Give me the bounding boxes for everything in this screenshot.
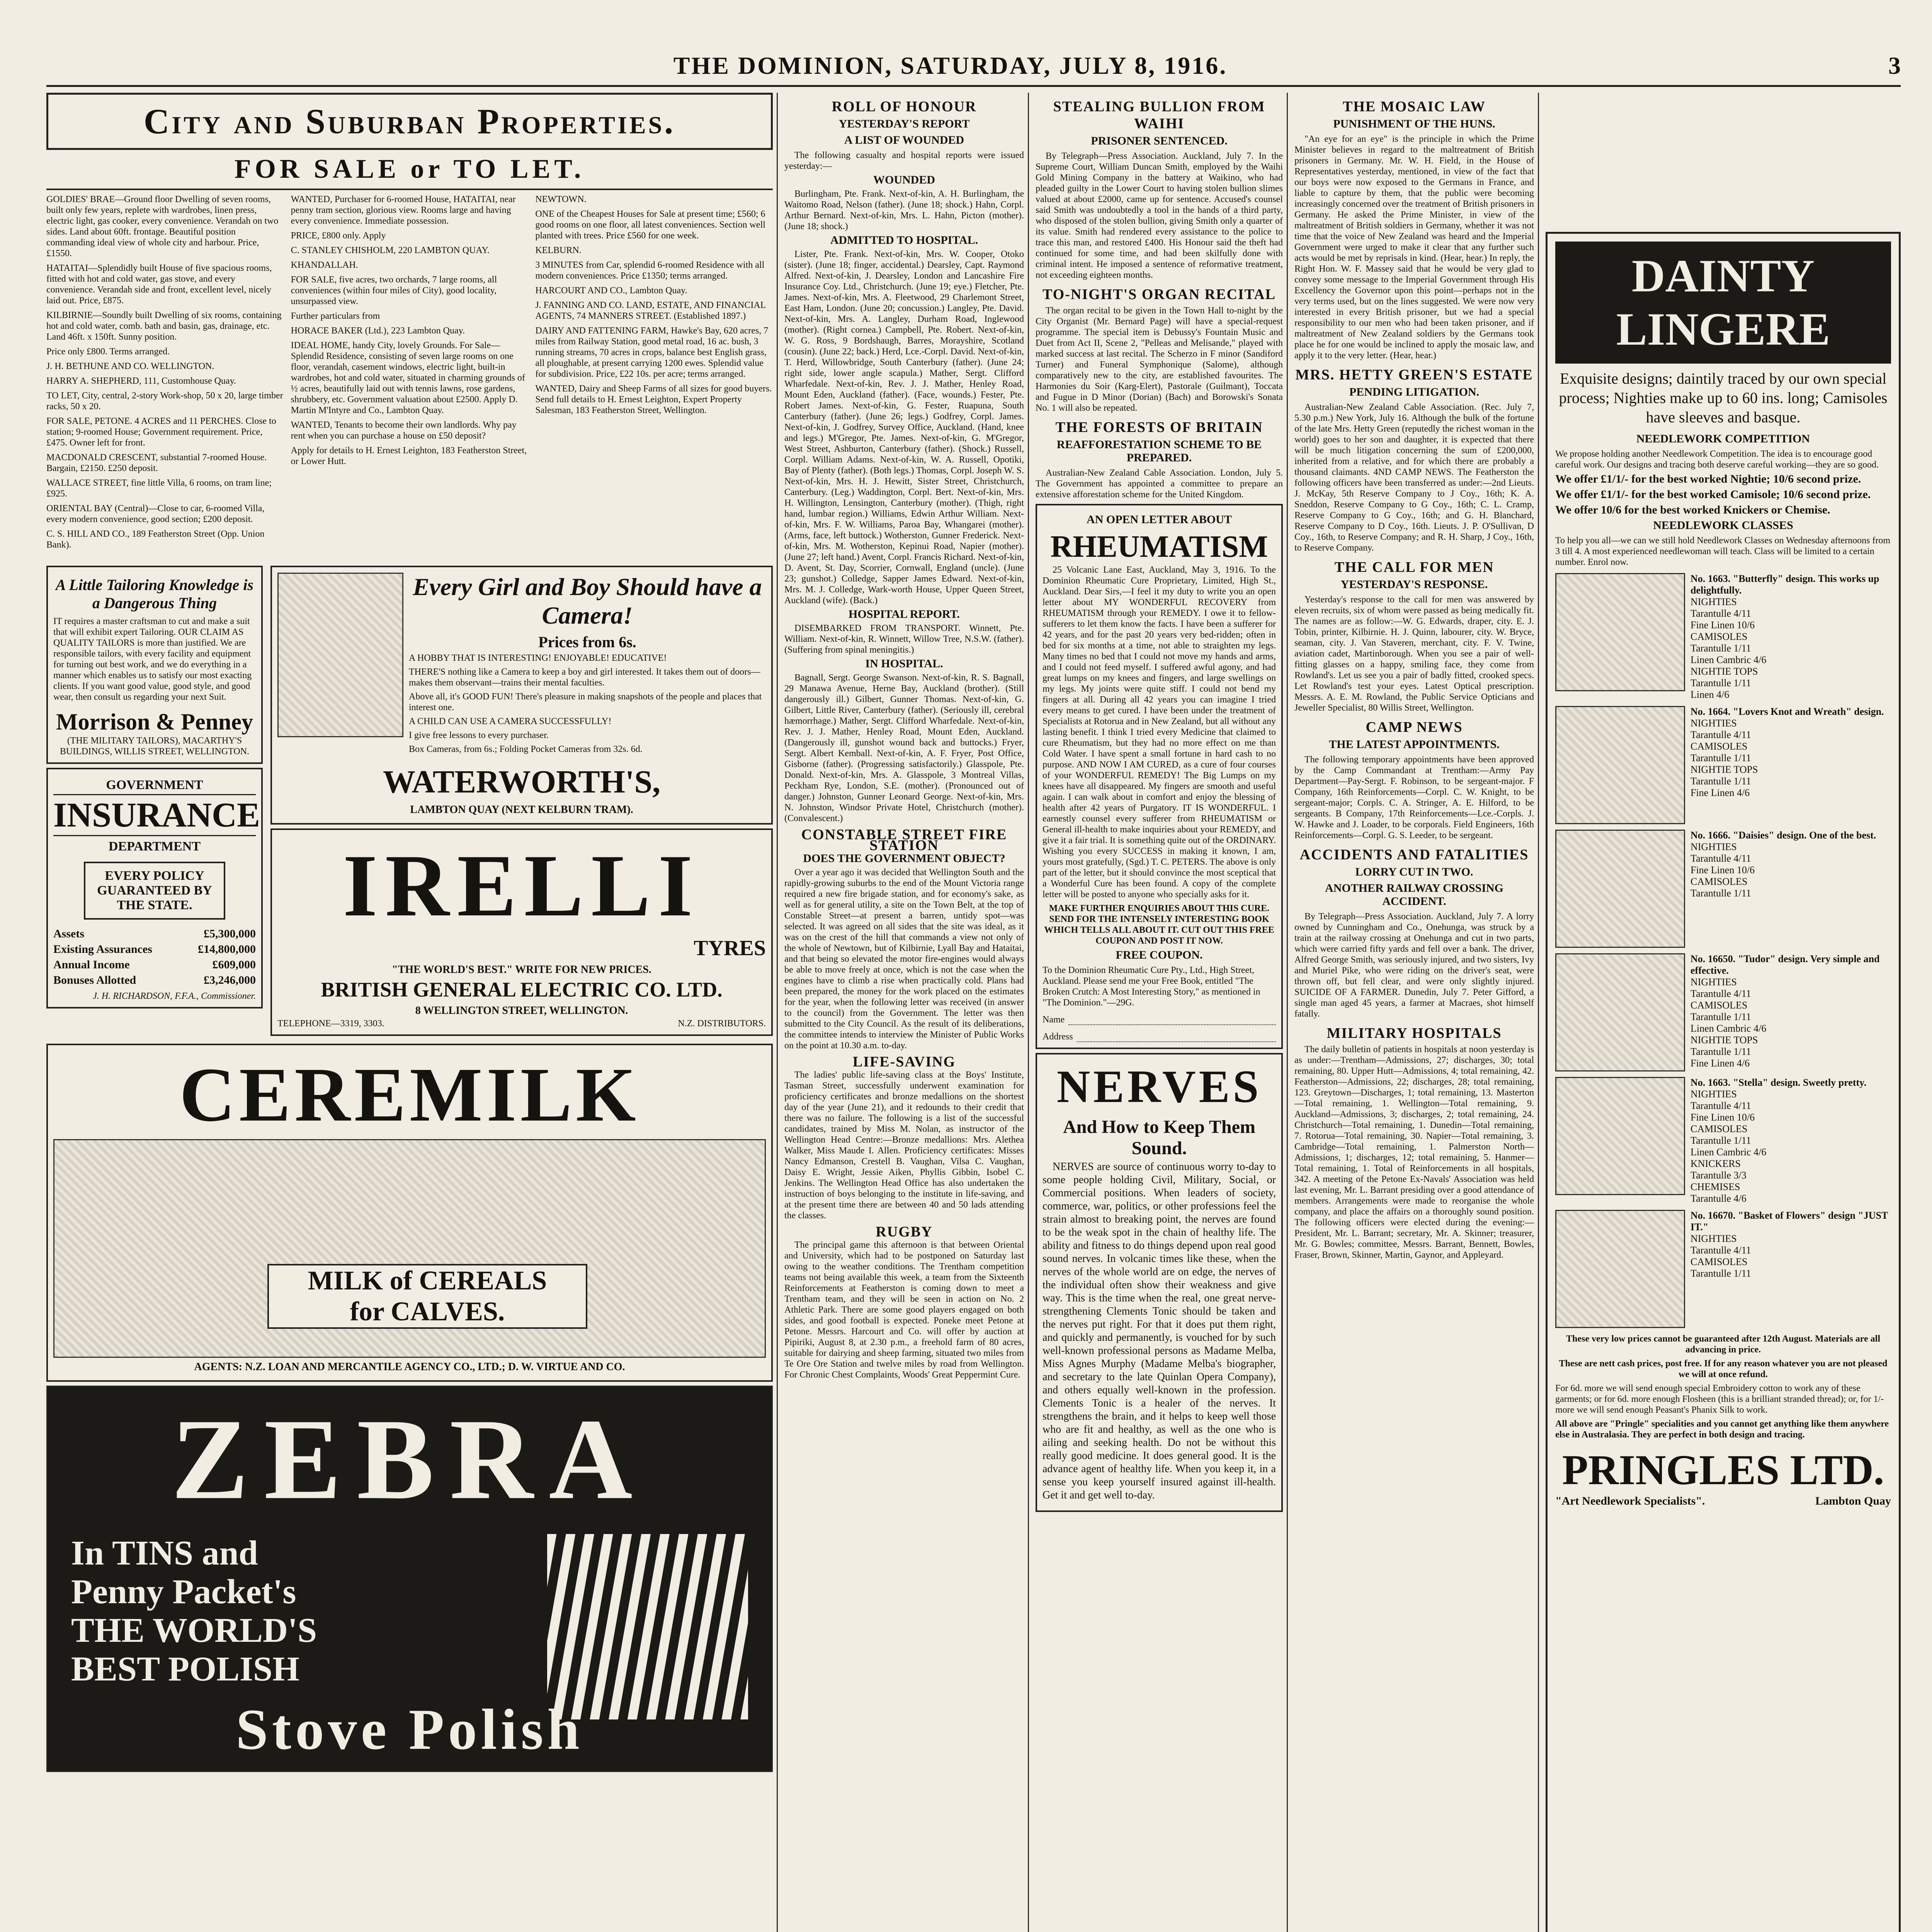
camera-price: Prices from 6s.	[538, 633, 636, 651]
pirelli-telephone: TELEPHONE—3319, 3303.	[277, 1019, 384, 1029]
insurance-signature: J. H. RICHARDSON, F.F.A., Commissioner.	[93, 991, 256, 1001]
forests-text: Australian-New Zealand Cable Association. London, July 5. The Government has appointed a committee to prepare an extensive afforestation scheme for the United Kingdom.	[1036, 468, 1283, 500]
roll-intro: The following casualty and hospital reports were issued yesterday:—	[784, 150, 1024, 171]
lingerie-item	[1555, 573, 1891, 701]
insurance-row-label: Annual Income	[53, 958, 130, 971]
lingerie-price-line: NIGHTIES	[1690, 596, 1737, 607]
property-listing: PRICE, £800 only. Apply	[291, 231, 386, 241]
lingerie-design-name: No. 1663. "Butterfly" design. This works up delightfully.	[1690, 573, 1879, 596]
coupon-address-row	[1043, 1031, 1276, 1042]
property-listing: HARRY A. SHEPHERD, 111, Customhouse Quay.	[46, 376, 236, 386]
roll-list-heading: A LIST OF WOUNDED	[844, 134, 964, 146]
lingerie-design-name: No. 1666. "Daisies" design. One of the best.	[1690, 830, 1876, 841]
pirelli-footer	[277, 1019, 766, 1029]
property-listing: KELBURN.	[535, 245, 582, 255]
coupon-name-row	[1043, 1014, 1276, 1025]
property-listing: KHANDALLAH.	[291, 260, 358, 270]
lingerie-price-line: Tarantulle 4/11	[1690, 853, 1751, 864]
lingerie-design-name: No. 1663. "Stella" design. Sweetly pretty.	[1690, 1077, 1867, 1088]
zebra-stove-polish: Stove Polish	[236, 1697, 583, 1762]
lingerie-price-line: Linen Cambric 4/6	[1690, 1146, 1767, 1158]
tailoring-firm: Morrison & Penney	[56, 709, 253, 735]
right-ad-stack	[270, 562, 773, 1040]
lingerie-price-line: Tarantulle 4/11	[1690, 608, 1751, 619]
camera-address: LAMBTON QUAY (NEXT KELBURN TRAM).	[410, 804, 633, 816]
pringles-note-4: All above are "Pringle" specialities and you cannot get anything like them anywhere else in Australasia. They are perfect in both design and tracing.	[1555, 1419, 1889, 1440]
lingerie-illustration	[1555, 1077, 1685, 1195]
camp-subheading: THE LATEST APPOINTMENTS.	[1329, 738, 1500, 751]
classes-text: To help you all—we can we still hold Needlework Classes on Wednesday afternoons from 3 till 4. A most experienced needlewoman will teach. Class will be limited to a certain number. Enrol now.	[1555, 536, 1891, 567]
accidents-heading: ACCIDENTS AND FATALITIES	[1299, 847, 1529, 863]
lingerie-price-line: NIGHTIES	[1690, 841, 1737, 852]
hospital-report-text: DISEMBARKED FROM TRANSPORT. Winnett, Pte. William. Next-of-kin, R. Winnett, Willow Tree, N.S.W. (father). (Suffering from spinal meningitis.)	[784, 623, 1024, 655]
pringles-firm-sub: "Art Needlework Specialists".	[1555, 1495, 1705, 1507]
pirelli-distributors: N.Z. DISTRIBUTORS.	[678, 1019, 766, 1029]
lingerie-price-line: Tarantulle 4/11	[1690, 729, 1751, 740]
news-column-4	[1294, 93, 1534, 1932]
pirelli-company: BRITISH GENERAL ELECTRIC CO. LTD.	[321, 978, 723, 1001]
zebra-line-4: BEST POLISH	[71, 1650, 300, 1688]
lingerie-price-line: Fine Linen 10/6	[1690, 1112, 1755, 1123]
camp-text: The following temporary appointments have been approved by the Camp Commandant at Trentham:—Army Pay Department—Pay-Sergt. F. Robinson, to be sergeant-major. F Company, 16th Reinforcements—Corpl. C. W. Knight, to be sergeant-major; Corpls. C. A. Stringer, A. E. Hilford, to be sergeants. B Company, 17th Reinforcements—Lce.-Corpls. J. W. Hawke and J. Loader, to be corporals. Field Engineers, 16th Reinforcements—Corpl. G. S. Leeder, to be sergeant.	[1294, 755, 1534, 840]
green-subheading: PENDING LITIGATION.	[1349, 386, 1480, 398]
property-listing: Price only £800. Terms arranged.	[46, 347, 170, 357]
accidents-subheading: LORRY CUT IN TWO.	[1355, 866, 1473, 878]
lingerie-illustration	[1555, 1210, 1685, 1328]
coupon-address-field[interactable]	[1077, 1031, 1276, 1042]
property-listing: TO LET, City, central, 2-story Work-shop, 50 x 20, large timber racks, 50 x 20.	[46, 391, 283, 412]
insurance-row-label: Assets	[53, 927, 84, 940]
insurance-policy: EVERY POLICY GUARANTEED BY THE STATE.	[84, 862, 226, 920]
wounded-text: Burlingham, Pte. Frank. Next-of-kin, A. H. Burlingham, the Waitomo Road, Nelson (father). (June 18; shock.) Hahn, Corpl. Arthur Bernard. Next-of-kin, Mrs. L. Hahn, Picton (mother). (June 18; shock.)	[784, 189, 1024, 231]
property-listing: FOR SALE, PETONE. 4 ACRES and 11 PERCHES. Close to station; 9-roomed House; Government requirement. Price, £475. Owner left for front.	[46, 416, 276, 448]
rheumatism-text: 25 Volcanic Lane East, Auckland, May 3, 1916. To the Dominion Rheumatic Cure Proprietary, Limited, High St., Auckland. Dear Sirs,—I feel it my duty to write you an open letter about MY WONDERFUL RECOVERY from RHEUMATISM through your REMEDY. I owe it to fellow-sufferers to let them know the facts. I have been a sufferer for 42 years, and for the past 20 years very bed-ridden; often in bed for six months at a time, not able to straighten my legs. Many times no bed that I could not move my hands and arms, and I could not feed myself. I suffered awful agony, and had great lumps on my knees and fingers, and large swellings on my legs. My joints were quite stiff. I could not bend my fingers at all. During all 42 years you can imagine I tried every means to get cured. I have been under the treatment of Specialists at Rotorua and in New Zealand, but all without any lasting benefit. I think I tried every Medicine that claimed to cure Rheumatism, but they had no more effect on me than Cold Water. I have spent a small fortune in hard cash to no purpose. AND NOW I AM CURED, as a cure of four courses of your WONDERFUL REMEDY! The Big Lumps on my knees have all disappeared. My fingers are smooth and useful again. I can walk about in comfort and enjoy the blessing of health after 42 years of Purgatory. IT IS WONDERFUL. I earnestly counsel every sufferer from RHEUMATISM or General ill-health to make inquiries about your REMEDY, and give it a fair trial. It is something quite out of the ORDINARY. Wishing you every SUCCESS in making it known, I am, yours most gratefully, (Sgd.) T. C. PETERS. The above is only part of the letter, but it should convince the most sceptical that a Wonderful Cure has been found. A copy of the complete letter will be posted to anyone who specially asks for it.	[1043, 565, 1276, 900]
lingerie-price-line: Tarantulle 1/11	[1690, 888, 1751, 899]
lingerie-price-line: Tarantulle 4/11	[1690, 988, 1751, 999]
lingerie-price-line: KNICKERS	[1690, 1158, 1741, 1169]
stealing-text: By Telegraph—Press Association. Auckland, July 7. In the Supreme Court, William Duncan Smith, employed by the Waihi Gold Mining Company in the battery at Waikino, who had pleaded guilty in the Lower Court to having stolen bullion slimes valued at about £2000, came up for sentence. Accused's counsel said Smith was undoubtedly a tool in the hands of a third party, who disposed of the stolen bullion, giving Smith only a quarter of its value. Smith had rendered every assistance to the police to trace this man, and restored £400. His Honour said the theft had continued for some time, and had been skilfully done with criminal intent. He imposed a sentence of reformative treatment, not exceeding eighteen months.	[1036, 151, 1283, 280]
zebra-line-3: THE WORLD'S	[71, 1611, 317, 1650]
accidents-subheading-2: ANOTHER RAILWAY CROSSING ACCIDENT.	[1325, 882, 1503, 908]
lingerie-price-line: Tarantulle 1/11	[1690, 643, 1751, 654]
roll-title: ROLL OF HONOUR	[832, 99, 977, 115]
column-rule	[1538, 93, 1539, 1932]
classes-heading: NEEDLEWORK CLASSES	[1653, 519, 1793, 532]
roll-subtitle: YESTERDAY'S REPORT	[838, 117, 970, 130]
lingerie-description	[1690, 830, 1891, 899]
prize-list	[1555, 473, 1891, 517]
lingerie-price-line: Tarantulle 4/11	[1690, 1245, 1751, 1256]
advert-column	[46, 93, 773, 1932]
left-ad-stack	[46, 562, 263, 1040]
rheumatism-pre: AN OPEN LETTER ABOUT	[1087, 513, 1232, 526]
nerves-text: NERVES are source of continuous worry to-day to some people holding Civil, Military, Social, or Commercial positions. When leaders of society, commerce, war, politics, or other professions feel the strain almost to breaking point, the nerves are found to be the weak spot in the chain of healthy life. The ability and fitness to do things depend upon real good sound nerves. In volcanic times like these, when the nerves of the whole world are on edge, the nerves of the individual often show their weakness and give way. This is the time when the real, one great nerve-strengthening Clements Tonic should be taken and the nerves put right. For that it does put them right, and quickly and permanently, is vouched for by such well-known professional persons as Madame Melba, Miss Agnes Murphy (Madame Melba's biographer, and secretary to the late Quinlan Opera Company), and others equally well-known in the profession. Clements Tonic is a healer of the nerves. It strengthens the brain, and it helps to keep well those who are fit and healthy, as well as the one who is ailing and seeking health. Do not be without this really good medicine. It does general good. It is the advance agent of healthy life. When you keep it, in a sense you keep yourself insured against ill-health. Get it and get well to-day.	[1043, 1161, 1276, 1501]
property-listing: C. S. HILL AND CO., 189 Featherston Street (Opp. Union Bank).	[46, 529, 265, 550]
nerves-title: NERVES	[1056, 1061, 1262, 1112]
insurance-title-3: DEPARTMENT	[108, 839, 201, 854]
insurance-row-value: £609,000	[212, 958, 256, 971]
pringles-ad	[1546, 232, 1901, 1932]
ceremilk-agents: AGENTS: N.Z. LOAN AND MERCANTILE AGENCY CO., LTD.; D. W. VIRTUE AND CO.	[194, 1361, 625, 1373]
lingerie-price-line: Tarantulle 1/11	[1690, 1135, 1751, 1146]
pringles-intro: Exquisite designs; daintily traced by our own special process; Nighties make up to 60 ins. long; Camisoles have sleeves and basque.	[1559, 370, 1888, 426]
properties-listings	[46, 194, 773, 554]
lingerie-design-name: No. 16670. "Basket of Flowers" design "JUST IT."	[1690, 1210, 1888, 1233]
lingerie-items	[1555, 573, 1891, 1328]
page-number: 3	[1888, 52, 1901, 79]
lingerie-price-line: CAMISOLES	[1690, 741, 1748, 752]
camera-firm: WATERWORTH'S,	[383, 764, 661, 800]
lingerie-item	[1555, 706, 1891, 824]
insurance-ad	[46, 768, 263, 1009]
lingerie-price-line: Tarantulle 1/11	[1690, 1268, 1751, 1279]
zebra-illustration	[547, 1534, 748, 1719]
lingerie-price-line: CAMISOLES	[1690, 1123, 1748, 1134]
competition-heading: NEEDLEWORK COMPETITION	[1636, 432, 1810, 445]
rheumatism-ad	[1036, 504, 1283, 1049]
coupon-name-field[interactable]	[1068, 1014, 1276, 1025]
property-listing: HATAITAI—Splendidly built House of five spacious rooms, fitted with hot and cold water, gas stove, and every convenience. Verandah side and front, excellent level, nicely laid out. Price, £875.	[46, 263, 272, 306]
lingerie-price-line: Fine Linen 4/6	[1690, 787, 1750, 798]
masthead	[46, 46, 1901, 87]
tailoring-firm-sub: (THE MILITARY TAILORS), MACARTHY'S BUILDINGS, WILLIS STREET, WELLINGTON.	[60, 736, 250, 757]
property-listing: J. H. BETHUNE AND CO. WELLINGTON.	[46, 361, 214, 371]
camp-heading: CAMP NEWS	[1366, 719, 1463, 735]
ceremilk-ad	[46, 1044, 773, 1382]
insurance-title-2: INSURANCE	[53, 794, 256, 836]
property-listing: Further particulars from	[291, 311, 380, 321]
lingerie-price-line: Linen Cambric 4/6	[1690, 1023, 1767, 1034]
coupon-text: To the Dominion Rheumatic Cure Pty., Ltd., High Street, Auckland. Please send me your Free Book, entitled "The Broken Crutch: A Most Interesting Story," as mentioned in "The Dominion."—29G.	[1043, 965, 1260, 1008]
lingerie-price-line: NIGHTIE TOPS	[1690, 764, 1758, 775]
column-rule	[1028, 93, 1029, 1932]
lingerie-price-line: NIGHTIES	[1690, 1233, 1737, 1244]
admitted-text: Lister, Pte. Frank. Next-of-kin, Mrs. W. Cooper, Otoko (sister). (June 18; finger, accidental.) Dearsley, Capt. Raymond Alfred. Next-of-kin, J. Dearsley, London and Lancashire Fire Insurance Coy. Ltd., Christchurch. (June 19; eye.) Fletcher, Pte. James. Next-of-kin, Mrs. A. Fleetwood, 29 Charlemont Street, East Ham, London. (June 20; concussion.) Langley, Pte. David. Next-of-kin, Mrs. A. Langley, Durham Road, Inglewood (mother). (Right cornea.) Campbell, Pte. Robert. Next-of-kin, W. G. Ross, 9 Bordshaugh, Barres, Morayshire, Scotland (cousin). (June 22; back.) Herd, Lce.-Corpl. David. Next-of-kin, T. Herd, Willowbridge, South Canterbury (father). (June 24; right side, lower angle scapula.) Mather, Sergt. Clifford Wharfedale. Next-of-kin, Rev. J. J. Mather, Henley Road, Mount Eden, Auckland (father). (Face, wounds.) Fester, Pte. Robert James. Next-of-kin, G. Fester, Ruapuna, South Canterbury (father). (June 26; legs.) Godfrey, Corpl. James. Next-of-kin, J. Godfrey, Survey Office, Auckland. (Hand, knee and legs.) M'Gregor, Pte. James. Next-of-kin, G. M'Gregor, West Street, Ashburton, Canterbury (father). (Shock.) Russell, Corpl. William Adams. Next-of-kin, W. A. Russell, Opotiki, Bay of Plenty (father). (Both legs.) Thomas, Corpl. Joseph W. S. Next-of-kin, Mrs. H. J. Hewitt, Sister Street, Christchurch, Canterbury. (Leg.) Waddington, Corpl. Bert. Next-of-kin, Mrs. H. Willington, Lensington, Canterbury (mother). (Thigh, right hand, lumbar region.) Williams, Edwin Arthur William. Next-of-kin, Mrs. F. W. Williams, Paroa Bay, Whangarei (mother). (Arms, face, left buttock.) Wotherston, Gunner Frederick. Next-of-kin, Mrs. M. Wotherston, Kepinui Road, Napier (mother). (June 27; left hand.) Avent, Corpl. Francis Richard. Next-of-kin, D. Avent, St. Day, Scorrier, Cornwall, England (uncle). (June 23; gunshot.) Colledge, Sapper James Edward. Next-of-kin, Mrs. M. J. Colledge, Wark-worth House, Upper Queen Street, Auckland (wife). (Back.)	[784, 249, 1024, 605]
insurance-row-value: £3,246,000	[204, 974, 256, 986]
forests-heading: THE FORESTS OF BRITAIN	[1055, 419, 1263, 435]
insurance-row-label: Bonuses Allotted	[53, 974, 136, 986]
lingerie-price-line: CAMISOLES	[1690, 1000, 1748, 1011]
insurance-title-1: GOVERNMENT	[106, 778, 203, 792]
pringles-firm: PRINGLES LTD.	[1562, 1446, 1884, 1493]
tailoring-title: A Little Tailoring Knowledge is a Dangerous Thing	[56, 576, 253, 612]
lingerie-description	[1690, 706, 1891, 799]
ceremilk-banner	[267, 1264, 587, 1329]
nerves-ad	[1036, 1053, 1283, 1512]
pringles-footer	[1555, 1495, 1891, 1508]
insurance-row	[53, 927, 256, 940]
lingerie-price-line: NIGHTIES	[1690, 718, 1737, 729]
lingerie-price-line: CAMISOLES	[1690, 631, 1748, 642]
coupon-heading: FREE COUPON.	[1116, 949, 1203, 961]
rugby-text: The principal game this afternoon is that between Oriental and University, which had to be postponed on Saturday last owing to the weather conditions. The Trentham competition teams not being available this week, a team from the Sixteenth Reinforcements at Featherston is coming down to meet a Trentham team, and they will be seen in action on No. 2 Athletic Park. There are some good players engaged on both sides, and good football is expected. Poneke meet Petone at Petone. Messrs. Harcourt and Co. will offer by auction at Pipiriki, August 8, at 2.30 p.m., a freehold farm of 80 acres, suitable for dairying and sheep farming, situated two miles from Te Ore Ore Station and twelve miles by road from Wellington. For Chronic Chest Complaints, Woods' Great Peppermint Cure.	[784, 1240, 1024, 1380]
coupon-name-label: Name	[1043, 1015, 1065, 1025]
in-hospital-heading: IN HOSPITAL.	[865, 657, 943, 670]
properties-col-2	[291, 194, 529, 554]
property-listing: HORACE BAKER (Ltd.), 223 Lambton Quay.	[291, 326, 465, 336]
fire-station-subheading: DOES THE GOVERNMENT OBJECT?	[803, 852, 1005, 865]
camera-line: A HOBBY THAT IS INTERESTING! ENJOYABLE! EDUCATIVE!	[409, 653, 667, 663]
property-listing: C. STANLEY CHISHOLM, 220 LAMBTON QUAY.	[291, 245, 490, 255]
lingerie-price-line: NIGHTIE TOPS	[1690, 1034, 1758, 1046]
property-listing: HARCOURT AND CO., Lambton Quay.	[535, 286, 687, 296]
green-text: Australian-New Zealand Cable Association. (Rec. July 7, 5.30 p.m.) New York, July 16. Although the bulk of the fortune of the late Mrs. Hetty Green (reputedly the richest woman in the world) goes to her son and daughter, it is expected that there will be much litigation concerning the sum of £200,000, inherited from a relative, and for which there are probably a thousand claimants. 4ND CAMP NEWS. The Featherston the following officers have been transferred as under:—2nd Lieuts. J. McKay, 5th Reserve Company to J Coy., 16th; K. A. Sneddon, Reserve Company to G Coy., 16th; C. L. Cramp, Reserve Company to G Coy., 16th; and G. H. Blanchard, Reserve Company to D Coy., 16th. Lieuts. J. P. O'Sullivan, D Coy., 16th, to Reserve Company; and R. H. Sharp, J Coy., 16th, to Reserve Company.	[1294, 402, 1534, 553]
camera-ad	[270, 566, 773, 825]
pringles-note-2: These are nett cash prices, post free. If for any reason whatever you are not pleased we will at once refund.	[1559, 1359, 1888, 1379]
nerves-subtitle: And How to Keep Them Sound.	[1063, 1117, 1255, 1158]
insurance-row-value: £5,300,000	[204, 927, 256, 940]
lingerie-price-line: Tarantulle 4/6	[1690, 1193, 1747, 1204]
lingerie-description	[1690, 953, 1891, 1069]
lingerie-price-line: Tarantulle 1/11	[1690, 1011, 1751, 1022]
lingerie-price-line: Fine Linen 10/6	[1690, 864, 1755, 876]
lingerie-description	[1690, 573, 1891, 701]
lingerie-price-line: Linen Cambric 4/6	[1690, 654, 1767, 665]
ceremilk-title: CEREMILK	[179, 1052, 640, 1138]
property-listing: FOR SALE, five acres, two orchards, 7 large rooms, all conveniences (within four miles of City), good locality, unsurpassed view.	[291, 275, 497, 306]
properties-col-1	[46, 194, 284, 554]
property-listing: IDEAL HOME, handy City, lovely Grounds. For Sale—Splendid Residence, consisting of seven large rooms on one floor, verandah, casement windows, electric light, built-in wardrobes, hot and cold water, situated in charming grounds of ½ acres, beautifully laid out with tennis lawns, rose gardens, shrubbery, etc. Government valuation about £2500. Apply D. Martin M'Intyre and Co., Lambton Quay.	[291, 340, 525, 415]
lingerie-price-line: Fine Linen 4/6	[1690, 1058, 1750, 1069]
lingerie-price-line: Fine Linen 10/6	[1690, 619, 1755, 631]
life-saving-heading: LIFE-SAVING	[852, 1054, 956, 1070]
rugby-heading: RUGBY	[876, 1224, 933, 1240]
mosaic-text: "An eye for an eye" is the principle in which the Prime Minister believes in regard to the maltreatment of British prisoners in Germany. Mr. W. H. Field, in the House of Representatives yesterday, mentioned, in view of the fact that our boys were now exposed to the Germans in France, and liable to capture by them, that the public were becoming increasingly concerned over the treatment of British prisoners in Germany. He asked the Prime Minister, in view of the maltreatment of British soldiers in Germany, whether it was not time that the voice of New Zealand was heard and the Imperial Government were urged to make it clear that any further such acts would be met by reprisals in kind. (Hear, hear.) In reply, the Right Hon. W. F. Massey said that he would be very glad to convey some message to the Imperial Government through His Excellency the Governor upon this point—perhaps not in the very terms used, but on the lines suggested. We were now very interested in every British prisoner, but we had a special responsibility to our men who had been taken prisoner, and if maltreatment of New Zealand soldiers by the Germans took place he for one would be inclined to apply the mosaic law, and apply it to the very letter. (Hear, hear.)	[1294, 134, 1534, 361]
column-rule	[777, 93, 778, 1932]
mosaic-heading: THE MOSAIC LAW	[1342, 99, 1486, 115]
property-listing: MACDONALD CRESCENT, substantial 7-roomed House. Bargain, £2150. £250 deposit.	[46, 452, 267, 473]
prize-line: We offer £1/1/- for the best worked Camisole; 10/6 second prize.	[1555, 488, 1871, 501]
pringles-note-3: For 6d. more we will send enough special Embroidery cotton to work any of these garments; or for 6d. more enough Flosheen (this is a brilliant stranded thread); or, for 1/- more we will send enough Peasant's Phanix Silk to work.	[1555, 1383, 1884, 1415]
masthead-title: THE DOMINION, SATURDAY, JULY 8, 1916.	[673, 52, 1228, 79]
property-listing: 3 MINUTES from Car, splendid 6-roomed Residence with all modern conveniences. Price £1350; terms arranged.	[535, 260, 765, 281]
property-listing: WANTED, Tenants to become their own landlords. Why pay rent when you can purchase a house on £50 deposit?	[291, 420, 517, 441]
lingerie-price-line: Tarantulle 1/11	[1690, 1046, 1751, 1057]
stealing-subtitle: PRISONER SENTENCED.	[1091, 134, 1228, 147]
property-listing: WANTED, Purchaser for 6-roomed House, HATAITAI, near penny tram section, glorious view. Rooms large and having every convenience. Immediate possession.	[291, 194, 516, 226]
lingerie-illustration	[1555, 953, 1685, 1071]
lingerie-item	[1555, 953, 1891, 1071]
coupon-address-label: Address	[1043, 1032, 1073, 1042]
property-listing: WALLACE STREET, fine little Villa, 6 rooms, on tram line; £925.	[46, 478, 272, 499]
camera-lines	[409, 653, 766, 755]
pringles-note-1: These very low prices cannot be guaranteed after 12th August. Materials are all advancing in price.	[1566, 1334, 1880, 1355]
property-listing: KILBIRNIE—Soundly built Dwelling of six rooms, containing hot and cold water, comb. bath and basin, gas, drainage, etc. Land 46ft. x 150ft. Sunny position.	[46, 310, 282, 342]
insurance-row-value: £14,800,000	[198, 943, 256, 956]
military-hospitals-heading: MILITARY HOSPITALS	[1327, 1025, 1502, 1041]
insurance-rows	[53, 927, 256, 987]
admitted-heading: ADMITTED TO HOSPITAL.	[830, 234, 978, 247]
news-column-3	[1036, 93, 1283, 1932]
camera-line: THERE'S nothing like a Camera to keep a boy and girl interested. It takes them out of doors—makes them observant—trains their mental faculties.	[409, 667, 760, 688]
insurance-row	[53, 943, 256, 956]
organ-heading: TO-NIGHT'S ORGAN RECITAL	[1042, 286, 1276, 303]
insurance-row-label: Existing Assurances	[53, 943, 152, 956]
lingerie-price-line: NIGHTIE TOPS	[1690, 666, 1758, 677]
stealing-title: STEALING BULLION FROM WAIHI	[1053, 99, 1265, 132]
lingerie-price-line: NIGHTIES	[1690, 1088, 1737, 1100]
camera-line: A CHILD CAN USE A CAMERA SUCCESSFULLY!	[409, 716, 612, 726]
fire-station-heading: CONSTABLE STREET FIRE STATION	[801, 827, 1007, 854]
lingerie-illustration	[1555, 573, 1685, 691]
property-listing: GOLDIES' BRAE—Ground floor Dwelling of seven rooms, built only few years, replete with wardrobes, linen press, electric light, gas cooker, every convenience. Verandah on two sides. Land about 60ft. frontage. Beautiful position commanding ideal view of whole city and harbour. Price, £1550.	[46, 194, 279, 259]
camera-line: Above all, it's GOOD FUN! There's pleasure in making snapshots of the people and places that interest one.	[409, 692, 762, 713]
rheumatism-cta: MAKE FURTHER ENQUIRIES ABOUT THIS CURE. SEND FOR THE INTENSELY INTERESTING BOOK WHICH TELLS ALL ABOUT IT. CUT OUT THIS FREE COUPON AND POST IT NOW.	[1044, 903, 1274, 946]
forests-subheading: REAFFORESTATION SCHEME TO BE PREPARED.	[1056, 438, 1262, 464]
property-listing: ONE of the Cheapest Houses for Sale at present time; £560; 6 good rooms on one floor, all latest conveniences. Section well planted with trees. Price £560 for one week.	[535, 209, 765, 241]
pirelli-address: 8 WELLINGTON STREET, WELLINGTON.	[415, 1005, 628, 1017]
property-listing: J. FANNING AND CO. LAND, ESTATE, AND FINANCIAL AGENTS, 74 MANNERS STREET. (Established 1897.)	[535, 300, 766, 321]
property-listing: Apply for details to H. Ernest Leighton, 183 Featherston Street, or Lower Hutt.	[291, 446, 527, 466]
pirelli-ad	[270, 828, 773, 1036]
lingerie-price-line: CAMISOLES	[1690, 1256, 1748, 1267]
ceremilk-banner-1: MILK of CEREALS	[308, 1266, 547, 1296]
column-rule	[1287, 93, 1288, 1932]
lingerie-design-name: No. 1664. "Lovers Knot and Wreath" design.	[1690, 706, 1884, 717]
call-heading: THE CALL FOR MEN	[1334, 559, 1494, 575]
children-illustration	[277, 573, 403, 737]
lingerie-design-name: No. 16650. "Tudor" design. Very simple and effective.	[1690, 953, 1880, 976]
wounded-heading: WOUNDED	[873, 173, 935, 186]
lingerie-item	[1555, 1210, 1891, 1328]
lingerie-price-line: CHEMISES	[1690, 1181, 1740, 1192]
pringles-address: Lambton Quay	[1815, 1495, 1891, 1507]
property-listing: ORIENTAL BAY (Central)—Close to car, 6-roomed Villa, every modern convenience, good section; £200 deposit.	[46, 503, 265, 524]
pringles-title: DAINTY LINGERE	[1555, 242, 1891, 364]
pirelli-world: "THE WORLD'S BEST." WRITE FOR NEW PRICES.	[392, 964, 651, 976]
zebra-line-2: Penny Packet's	[71, 1573, 296, 1611]
life-saving-text: The ladies' public life-saving class at the Boys' Institute, Tasman Street, successfully underwent examination for proficiency certificates and bronze medallions on the shortest day of the year (June 21), and it redounds to their credit that there was no failure. The following is a list of the successful candidates, trained by Miss M. Nolan, as instructor of the Wellington Head Centre:—Bronze medallions: Mrs. Alethea Walker, Miss Maude I. Allen. Proficiency certificates: Misses Nancy Edmanson, Crestell B. Vaughan, Vilsa C. Vaughan, Daisy E. Wright, Jessie Aiken, Phyllis Gibbin, Isobel C. Jenkins. The Wellington Head Office has also undertaken the instruction of boys belonging to the institute in life-saving, and at the present time there are between 40 and 50 lads attending the classes.	[784, 1070, 1024, 1221]
lingerie-illustration	[1555, 830, 1685, 948]
lingerie-price-line: CAMISOLES	[1690, 876, 1748, 887]
call-text: Yesterday's response to the call for men was answered by eleven recruits, six of whom were passed as being medically fit. The names are as follow:—W. G. Edwards, draper, city. E. J. Tobin, printer, Kilbirnie. H. J. Quinn, labourer, city. W. Bryce, seaman, city. J. Van Staveren, merchant, city. F. V. Twine, aviation cadet, Martinborough. When you see a pair of well-fitting glasses on a happy, smiling face, they come from Rowland's. Let us see you a pair of badly fitted, crooked specs. Let Rowland's test your eyes. Latest Optical prescription. Messrs. A. E. M. Rowland, the Public Service Opticians and Jeweller Specialist, 80 Willis Street, Wellington.	[1294, 595, 1534, 713]
pirelli-word: IRELLI	[343, 836, 701, 935]
lingerie-price-line: NIGHTIES	[1690, 976, 1737, 988]
lingerie-price-line: Tarantulle 4/11	[1690, 1100, 1751, 1111]
mosaic-subheading: PUNISHMENT OF THE HUNS.	[1333, 117, 1495, 130]
fire-station-text: Over a year ago it was decided that Wellington South and the rapidly-growing suburbs to the end of the Mount Victoria range required a new fire brigade station, and for economy's sake, as well as for general utility, a site on the Town Belt, at the top of Constable Street—at present a barren, untidy spot—was selected. It was agreed on all sides that the site was ideal, as it was on the crest of the hill that commands a view not only of the whole of Newtown, but of Kilbirnie, Lyall Bay and Hataitai, and that being so elevated the motor fire-engines would always be able to move freely at once, which is not the case when the engines have to climb a rise when practically cold. Plans had been prepared, the money for the work placed on the estimates for the year, when the following letter was received (in answer to the council) from the Government. The letter was then submitted to the City Council. As the result of its deliberations, the committee intends to interview the Minister of Public Works on the point at 10.30 a.m. to-day.	[784, 867, 1024, 1051]
camera-title: Every Girl and Boy Should have a Camera!	[413, 573, 762, 629]
property-listing: WANTED, Dairy and Sheep Farms of all sizes for good buyers. Send full details to H. Ernest Leighton, Expert Property Salesman, 183 Featherston Street, Wellington.	[535, 384, 772, 415]
rheumatism-title: RHEUMATISM	[1050, 530, 1268, 564]
prize-line: We offer 10/6 for the best worked Knickers or Chemise.	[1555, 503, 1830, 516]
tailoring-ad	[46, 566, 263, 764]
lingerie-description	[1690, 1077, 1891, 1204]
call-subheading: YESTERDAY'S RESPONSE.	[1340, 578, 1488, 591]
prize-line: We offer £1/1/- for the best worked Nightie; 10/6 second prize.	[1555, 473, 1861, 485]
zebra-text	[71, 1534, 317, 1689]
insurance-row	[53, 958, 256, 971]
in-hospital-text: Bagnall, Sergt. George Swanson. Next-of-kin, R. S. Bagnall, 29 Manawa Avenue, Herne Bay, Auckland (brother). (Still dangerously ill.) Gilbert, Gunner Thomas. Next-of-kin, G. Gilbert, Little River, Canterbury (father). (Seriously ill, cerebral hæmorrhage.) Mather, Sergt. Clifford Wharfedale. Next-of-kin, Rev. J. J. Mather, Henley Road, Mount Eden, Auckland. (Dangerously ill, gunshot wound back and buttocks.) Fryer, Sergt. Albert Kemball. Next-of-kin, A. F. Fryer, Post Office, Gisborne (father). (Progressing satisfactorily.) Glasspole, Pte. Donald. Next-of-kin, Mrs. A. Glasspole, 3 Montreal Villas, Peckham Rye, London, S.E. (mother). (Pronounced out of danger.) Johnston, Gunner Leonard George. Next-of-kin, Mrs. N. Johnston, Windsor Private Hotel, Christchurch (mother). (Convalescent.)	[784, 673, 1024, 823]
zebra-line-1: In TINS and	[71, 1534, 258, 1572]
zebra-title: ZEBRA	[171, 1395, 648, 1523]
accidents-text: By Telegraph—Press Association. Auckland, July 7. A lorry owned by Cunningham and Co., Onehunga, was struck by a train at the railway crossing at Onehunga and cut in two parts, which were carried fifty yards and fell over a bank. The driver, Alfred George Smith, was seriously injured, and two sisters, Ivy and Muriel Pike, who were riding on the driver's seat, were thrown off, but fell clear, and were only slightly injured. SUICIDE OF A FARMER. Dunedin, July 7. Peter Gifford, a single man aged 45 years, a farmer at Macraes, shot himself fatally.	[1294, 912, 1534, 1019]
property-listing: NEWTOWN.	[535, 194, 587, 204]
lingerie-item	[1555, 830, 1891, 948]
camera-line: Box Cameras, from 6s.; Folding Pocket Cameras from 32s. 6d.	[409, 744, 643, 754]
lingerie-price-line: Tarantulle 1/11	[1690, 776, 1751, 787]
green-heading: MRS. HETTY GREEN'S ESTATE	[1295, 367, 1533, 383]
military-hospitals-text: The daily bulletin of patients in hospitals at noon yesterday is as under:—Trentham—Admissions, 27; discharges, 30; total remaining, 80. Upper Hutt—Admissions, 4; total remaining, 42. Featherston—Admissions, 22; discharges, 28; total remaining, 123. Greytown—Discharges, 1; total remaining, 13. Masterton—Total remaining, 1. Wellington—Total remaining, 9. Auckland—Admissions, 3; discharges, 2; total remaining, 24. Christchurch—Total remaining, 1. Dunedin—Total remaining, 7. Rotorua—Total remaining, 30. Napier—Total remaining, 3. Cambridge—Total remaining, 1. Palmerston North—Admissions, 1; discharges, 12; total remaining, 5. Hanmer—Total remaining, 1. Total of Reinforcements in all hospitals, 342. A meeting of the Petone Ex-Navals' Association was held last evening, Mr. L. Barrant presiding over a good attendance of members. Arrangements were made to reorganise the whole company, and place the affairs on a thoroughly sound position. The following officers were elected during the evening:—President, Mr. L. Barrant; secretary, Mr. A. Skinner; treasurer, Mr. G. Bowles; committee, Messrs. Barrant, Bennett, Bowles, Fraser, Brown, Skinner, Martin, Gaynor, and Appleyard.	[1294, 1044, 1534, 1260]
lingerie-price-line: Tarantulle 1/11	[1690, 677, 1751, 689]
lingerie-description	[1690, 1210, 1891, 1279]
camera-line: I give free lessons to every purchaser.	[409, 730, 549, 740]
insurance-row	[53, 974, 256, 987]
lingerie-illustration	[1555, 706, 1685, 824]
zebra-ad	[46, 1386, 773, 1772]
lingerie-price-line: Linen 4/6	[1690, 689, 1730, 700]
tailoring-text: IT requires a master craftsman to cut and make a suit that will exhibit expert Tailoring. OUR CLAIM AS QUALITY TAILORS is more than justified. We are responsible tailors, with every facility and equipment for turning out best work, and we do everything in a manner which enables us to satisfy our most exacting clients. If you want good value, good style, and good wear, then consult us regarding your next Suit.	[53, 616, 252, 702]
lingerie-price-line: Tarantulle 1/11	[1690, 752, 1751, 764]
properties-col-3	[535, 194, 773, 554]
hospital-report-heading: HOSPITAL REPORT.	[849, 608, 960, 621]
competition-text: We propose holding another Needlework Competition. The idea is to encourage good careful work. Our designs and tracing both deserve careful working—they are so good.	[1555, 449, 1879, 470]
ceremilk-banner-2: for CALVES.	[350, 1297, 505, 1327]
properties-title: City and Suburban Properties.	[46, 93, 773, 150]
lingerie-price-line: Tarantulle 3/3	[1690, 1170, 1747, 1181]
property-listing: DAIRY AND FATTENING FARM, Hawke's Bay, 620 acres, 7 miles from Railway Station, good metal road, 16 ac. bush, 3 running streams, 70 acres in crops, balance best English grass, all ploughable, at present carrying 1200 ewes. Splendid value for subdivision. Price, £22 10s. per acre; terms arranged.	[535, 326, 769, 379]
lingerie-item	[1555, 1077, 1891, 1204]
pirelli-tyres: TYRES	[694, 936, 766, 960]
roll-of-honour-column	[784, 93, 1024, 1932]
calves-illustration	[53, 1139, 766, 1358]
organ-text: The organ recital to be given in the Town Hall to-night by the City Organist (Mr. Bernard Page) will have a special-request programme. The special item is Debussy's Fountain Music and Duet from Act II, Scene 2, "Pelleas and Melisande," played with marked success at last recital. The Scherzo in F minor (Sandiford Turner) and Funeral Symphonique (Salome), although comparatively new to the city, are established favourites. The Harmonies du Soir (Karg-Elert), Pastorale (Guilmant), Toccata and Fugue in D Minor (Dorian) (Bach) and Borowski's Sonata No. 1 will also be repeated.	[1036, 306, 1283, 413]
properties-subtitle: FOR SALE or TO LET.	[46, 154, 773, 190]
